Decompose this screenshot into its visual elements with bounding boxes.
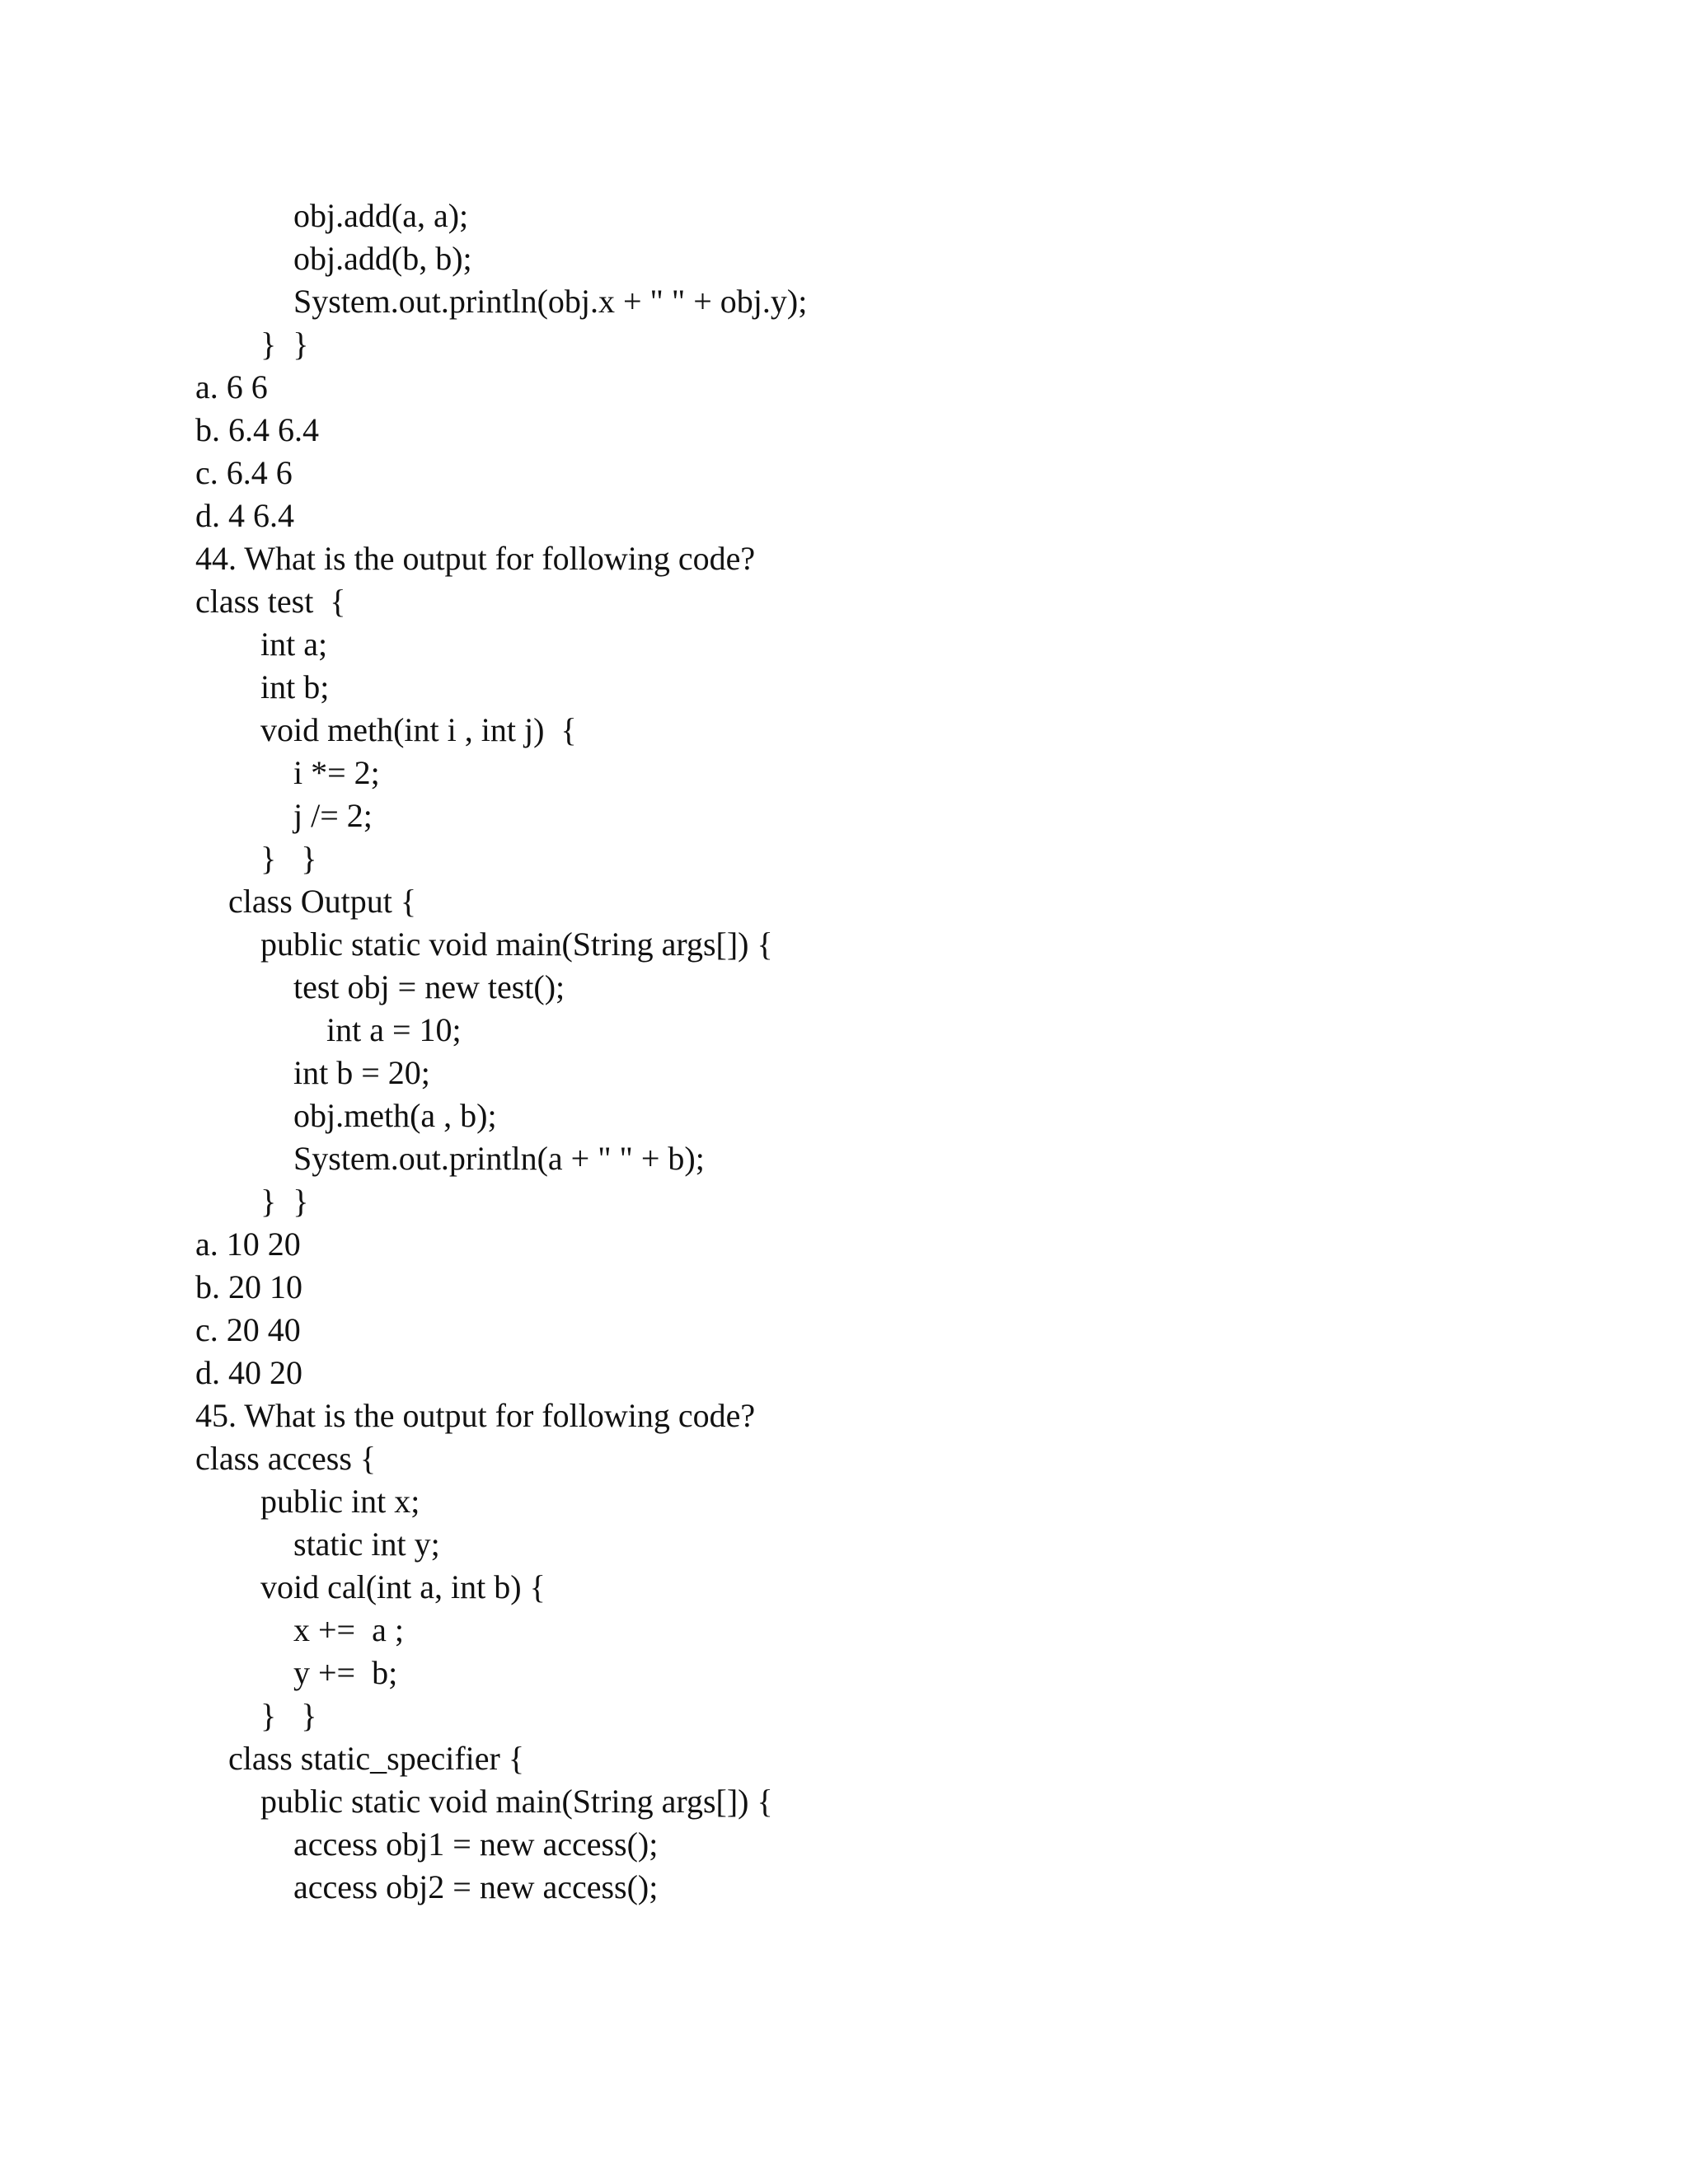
code-line: class Output { <box>228 883 417 920</box>
question-heading: 44. What is the output for following code? <box>195 540 756 577</box>
answer-option: b. 20 10 <box>195 1268 302 1305</box>
code-line: int a = 10; <box>326 1011 462 1048</box>
code-line: y += b; <box>293 1654 398 1691</box>
code-line: class static_specifier { <box>228 1740 525 1777</box>
answer-option: a. 10 20 <box>195 1226 301 1263</box>
code-line: obj.add(a, a); <box>293 197 469 234</box>
code-line: } } <box>260 326 309 363</box>
code-line: i *= 2; <box>293 754 380 791</box>
code-line: j /= 2; <box>293 797 373 834</box>
answer-option: a. 6 6 <box>195 368 268 405</box>
code-line: void meth(int i , int j) { <box>260 711 577 748</box>
code-line: void cal(int a, int b) { <box>260 1568 546 1605</box>
code-line: class test { <box>195 583 346 620</box>
code-line: int b; <box>260 668 330 705</box>
code-line: x += a ; <box>293 1611 404 1648</box>
code-line: access obj1 = new access(); <box>293 1825 659 1863</box>
code-line: test obj = new test(); <box>293 968 565 1005</box>
code-line: } } <box>260 1183 309 1220</box>
code-line: System.out.println(obj.x + " " + obj.y); <box>293 283 808 320</box>
code-line: public static void main(String args[]) { <box>260 926 773 963</box>
code-line: public int x; <box>260 1483 420 1520</box>
answer-option: b. 6.4 6.4 <box>195 411 319 448</box>
code-line: static int y; <box>293 1526 440 1563</box>
answer-option: c. 6.4 6 <box>195 454 293 491</box>
code-line: public static void main(String args[]) { <box>260 1783 773 1820</box>
code-line: class access { <box>195 1440 377 1477</box>
code-line: obj.meth(a , b); <box>293 1097 497 1134</box>
code-line: } } <box>260 1697 317 1734</box>
code-line: } } <box>260 840 317 877</box>
code-line: access obj2 = new access(); <box>293 1868 659 1905</box>
answer-option: d. 40 20 <box>195 1354 302 1391</box>
answer-option: d. 4 6.4 <box>195 497 294 534</box>
code-line: obj.add(b, b); <box>293 240 472 277</box>
answer-option: c. 20 40 <box>195 1311 301 1348</box>
code-line: int b = 20; <box>293 1054 430 1091</box>
question-heading: 45. What is the output for following code? <box>195 1397 756 1434</box>
code-line: int a; <box>260 626 328 663</box>
code-line: System.out.println(a + " " + b); <box>293 1140 705 1177</box>
